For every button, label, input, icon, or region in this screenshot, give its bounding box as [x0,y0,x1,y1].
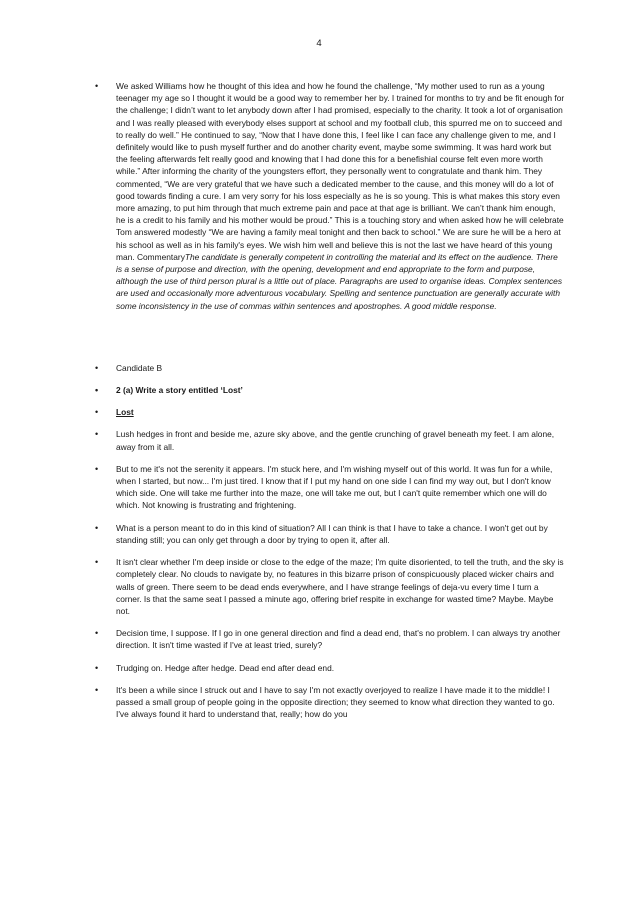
commentary-text: The candidate is generally competent in controlling the material and its effect on the audience. There is a sense of purpose and direction, with the opening, development and end appropriate to the form and purpose, although the use of third person plural is a little out of place. Paragraphs are used to organise ideas. Complex sentences are used and occasionally more adventurous vocabulary. Spelling and sentence punctuation are generally accurate with some inconsistency in the use of commas within sentences and apostrophes. A good middle response. [116,251,563,311]
spacer [95,322,565,362]
story-paragraph: • Trudging on. Hedge after hedge. Dead end after dead end. [95,662,565,674]
list-item-story-title [95,406,565,418]
list-item-article-text [95,80,565,312]
story-paragraph: • What is a person meant to do in this kind of situation? All I can think is that I have to take a chance. I won't get out by standing still; you can only get through a door by trying to open it, after all. [95,522,565,546]
story-paragraph: • Lush hedges in front and beside me, azure sky above, and the gentle crunching of gravel beneath my feet. I am alone, away from it all. [95,428,565,452]
page-number: 4 [316,38,322,49]
story-paragraph: • It's been a while since I struck out and I have to say I'm not exactly overjoyed to realize I have made it to the middle! I passed a small group of people going in the opposite direction; they seemed to know what direction they wanted to go. I've always found it hard to understand that, really; how do you [95,684,565,721]
story-paragraph: • Decision time, I suppose. If I go in one general direction and find a dead end, that's no problem. I can always try another direction. It isn't time wasted if I've at least tried, surely? [95,627,565,651]
list-item-question-heading: • 2 (a) Write a story entitled ‘Lost’ [95,384,565,396]
article-text: We asked Williams how he thought of this idea and how he found the challenge, “My mother used to run as a young teenager my age so I thought it would be a good way to remember her by. I trained for months to try and be fit enough for the challenge; I didn’t want to let anybody down after I had promised, especially to the charity. It took a lot of organisation and I was really pleased with everybody elses support at school and my football club, this spurred me on to succeed and to really do well.” He continued to say, “Now that I have done this, I feel like I can face any challenge given to me, and I definitely would like to push myself further and do another charity event, maybe some swimming. It was hard work but the feeling afterwards felt really good and knowing that I had done this for a benefishial course felt even more worth while.” After informing the charity of the youngsters effort, they personally went to congratulate and thank him. They commented, “We are very grateful that we have such a dedicated member to the cause, and this money will do a lot of good towards finding a cure. I am very sorry for his loss especially as he is so young. This is what makes this story even more amazing, to put him through that much extreme pain and pace at that age is brilliant. We can’t thank him enough, he is a credit to his family and his mother would be proud.” This is a touching story and when asked how he will celebrate Tom answered modestly “We are having a family meal tonight and then back to school.” We are sure he will be a hero at his school as well as in his family's eyes. We wish him well and believe this is not the last we have heard of this young man. Commentary [116,81,565,262]
story-paragraph: • It isn't clear whether I'm deep inside or close to the edge of the maze; I'm quite disoriented, to tell the truth, and the sky is completely clear. No clouds to navigate by, no features in this bizarre prison of conspicuously placed wicker chairs and walls of green. There seem to be dead ends everywhere, and I have strange feelings of deja-vu every time I turn a corner. Is that the same seat I passed a minute ago, offering brief respite in exchange for wasted time? Maybe. Maybe not. [95,556,565,617]
list-item-candidate: • Candidate B [95,362,565,374]
story-paragraph: • But to me it's not the serenity it appears. I'm stuck here, and I'm wishing myself out of this world. It was fun for a while, when I started, but now... I'm just tired. I know that if I put my hand on one side I can find my way out, but I don't know which side. One will take me further into the maze, one will take me out, but I can't quite remember which one will do which. Not knowing is frustrating and frightening. [95,463,565,512]
story-title: Lost [116,407,134,418]
document-body [95,80,565,730]
